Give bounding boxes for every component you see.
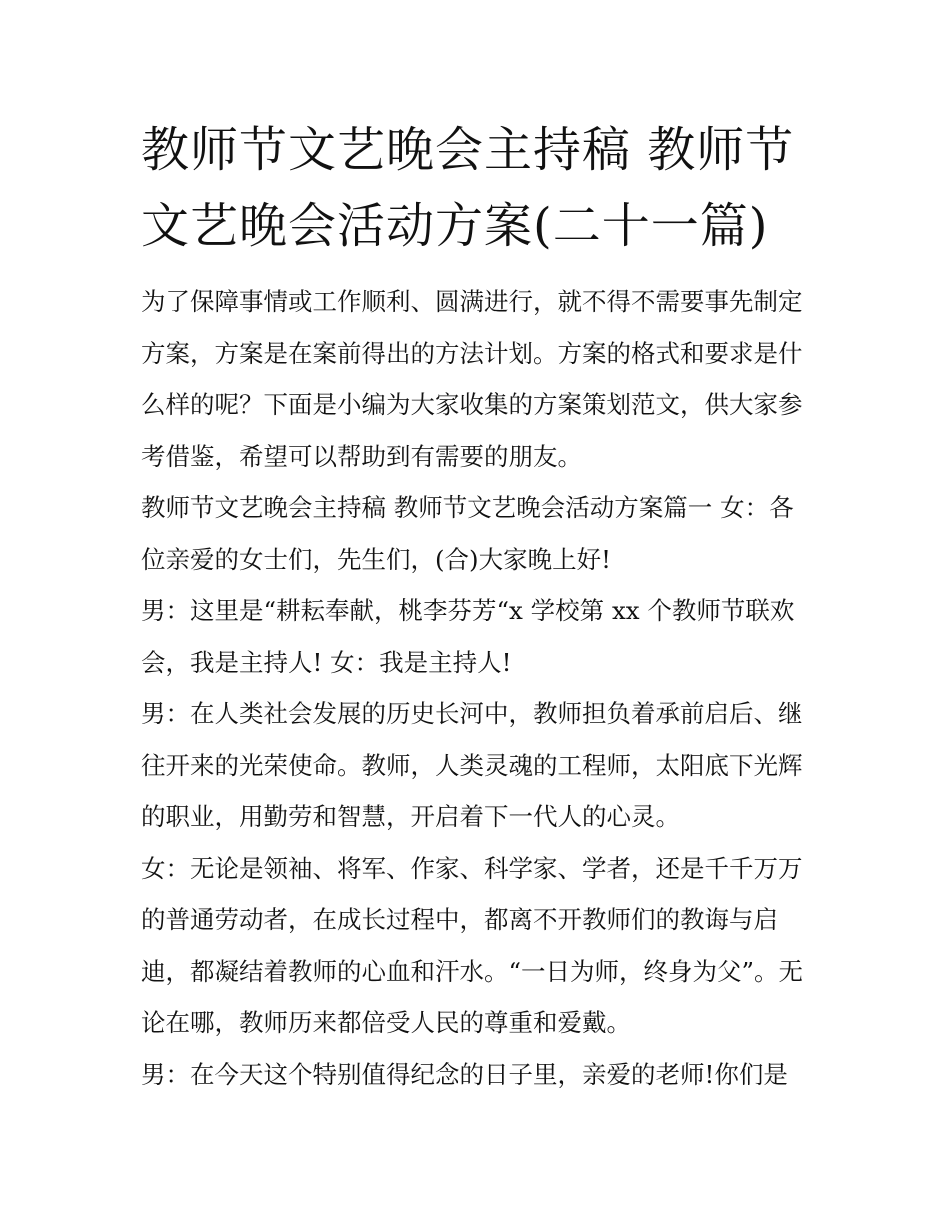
paragraph-male-host-1 <box>141 585 817 688</box>
text-line: 男：这里是“耕耘奉献，桃李芬芳“x 学校第 xx 个教师节联欢 <box>141 596 795 625</box>
text-line: 的职业，用勤劳和智慧，开启着下一代人的心灵。 <box>141 802 680 831</box>
paragraph-intro <box>141 276 817 482</box>
paragraph-female-host <box>141 843 817 1049</box>
text-line: 方案，方案是在案前得出的方法计划。方案的格式和要求是什 <box>141 338 803 368</box>
text-line: 么样的呢？下面是小编为大家收集的方案策划范文，供大家参 <box>141 390 803 419</box>
text-line: 会，我是主持人! 女：我是主持人! <box>141 647 512 677</box>
text-line: 男：在人类社会发展的历史长河中，教师担负着承前启后、继 <box>141 699 803 728</box>
text-line: 论在哪，教师历来都倍受人民的尊重和爱戴。 <box>141 1008 631 1037</box>
paragraph-male-host-2 <box>141 688 817 843</box>
text-line: 往开来的光荣使命。教师，人类灵魂的工程师，太阳底下光辉 <box>141 750 803 780</box>
text-line: 的普通劳动者，在成长过程中，都离不开教师们的教诲与启 <box>141 905 778 934</box>
document-content <box>141 112 817 1100</box>
title-line: 教师节文艺晚会主持稿 教师节 <box>141 122 795 178</box>
text-line: 考借鉴，希望可以帮助到有需要的朋友。 <box>141 441 582 471</box>
text-line: 迪，都凝结着教师的心血和汗水。“一日为师，终身为父”。无 <box>141 956 804 986</box>
text-line: 女：无论是领袖、将军、作家、科学家、学者，还是千千万万 <box>141 853 803 883</box>
paragraph-male-host-3 <box>141 1049 817 1101</box>
document-body <box>141 276 817 1100</box>
title-line: 文艺晚会活动方案(二十一篇) <box>141 198 769 254</box>
paragraph-opening <box>141 482 817 585</box>
document-title <box>141 112 817 264</box>
text-line: 教师节文艺晚会主持稿 教师节文艺晚会活动方案篇一 女：各 <box>141 493 794 522</box>
text-line: 位亲爱的女士们，先生们，(合)大家晚上好! <box>141 544 611 574</box>
text-line: 为了保障事情或工作顺利、圆满进行，就不得不需要事先制定 <box>141 287 803 316</box>
text-line: 男：在今天这个特别值得纪念的日子里，亲爱的老师!你们是 <box>141 1059 788 1089</box>
